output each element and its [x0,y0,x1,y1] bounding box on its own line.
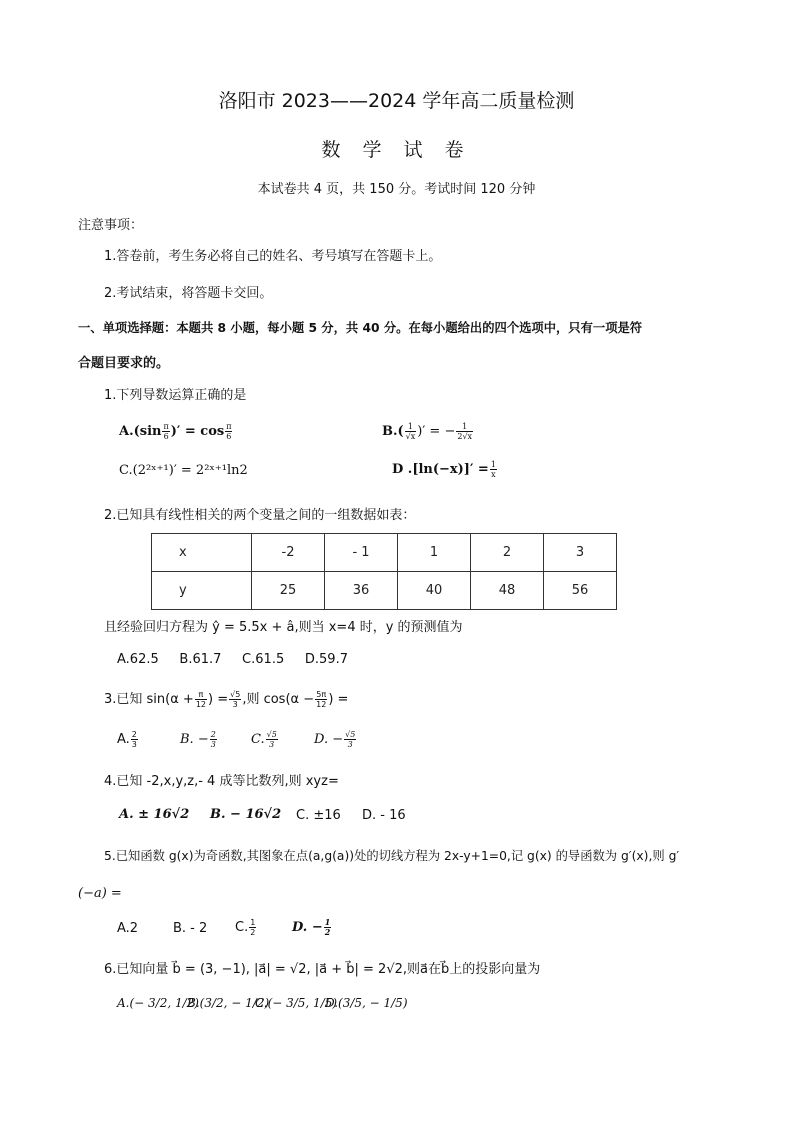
q2-followup: 且经验回归方程为 ŷ = 5.5x + â,则当 x=4 时，y 的预测值为 [104,620,463,635]
q5-option-a: A.2 [117,921,139,936]
q3-option-b: B. − $\frac{2}{3}$ [180,730,216,749]
q6-option-b: B.(3/2, − 1/2) [187,996,270,1010]
table-cell: 48 [471,572,544,610]
q6-option-d: D.(3/5, − 1/5) [325,996,408,1010]
table-cell: 36 [325,572,398,610]
table-cell: 56 [544,572,617,610]
q1-option-a: A.(sin $\frac{\pi}{6}$ )′ = cos $\frac{\pi}{6}$ [119,422,232,441]
q5-stem-line2: (−a) = [78,886,122,901]
q4-option-d: D. - 16 [362,808,406,823]
q2-stem: 2.已知具有线性相关的两个变量之间的一组数据如表： [104,508,416,523]
note-item-1: 1.答卷前，考生务必将自己的姓名、考号填写在答题卡上。 [104,249,442,264]
q5-stem-line1: 5.已知函数 g(x)为奇函数,其图象在点(a,g(a))处的切线方程为 2x-y+1=0,记 g(x) 的导函数为 g′(x),则 g′ [104,849,680,863]
q6-stem: 6.已知向量 b⃗ = (3, −1), |a⃗| = √2, |a⃗ + b⃗| = 2√2,则a⃗在b⃗上的投影向量为 [104,962,541,977]
section-heading-line1: 一、单项选择题：本题共 8 小题，每小题 5 分，共 40 分。在每小题给出的四个选项中，只有一项是符 [78,321,643,335]
table-row-x [152,534,617,572]
q3-option-d: D. − $\frac{√5}{3}$ [314,730,356,749]
q1-option-c: C.(2²ˣ⁺¹)′ = 2²ˣ⁺¹ln2 [119,463,248,478]
exam-info: 本试卷共 4 页，共 150 分。考试时间 120 分钟 [257,182,536,197]
exam-subtitle: 数 学 试 卷 [321,139,472,161]
page-title: 洛阳市 2023——2024 学年高二质量检测 [218,90,575,112]
table-cell: 3 [544,534,617,572]
q6-option-a: A.(− 3/2, 1/2) [117,996,199,1010]
data-table [151,533,617,610]
q1-stem: 1.下列导数运算正确的是 [104,388,247,403]
q5-option-b: B. - 2 [173,921,208,936]
q3-option-c: C. $\frac{√5}{3}$ [251,730,277,749]
table-cell: - 1 [325,534,398,572]
q2-options: A.62.5 B.61.7 C.61.5 D.59.7 [117,652,348,667]
table-cell: 40 [398,572,471,610]
table-cell: 25 [252,572,325,610]
table-cell: -2 [252,534,325,572]
table-cell: y [152,572,252,610]
q4-option-b: B. − 16√2 [210,807,282,822]
q3-stem: 3.已知 sin(α + $\frac{\pi}{12}$ ) = $\frac{√5}{3}$ ,则 cos(α − $\frac{5\pi}{12}$ ) = [104,690,349,709]
notes-heading: 注意事项： [78,218,144,233]
q1-option-b: B.( $\frac{1}{√x}$ )′ = − $\frac{1}{2√x}$ [382,422,473,441]
q5-option-d: D. − $\frac{1}{2}$ [292,917,331,937]
section-heading-line2: 合题目要求的。 [78,356,170,371]
q1-option-d: D .[ln(−x)]′ = $\frac{1}{x}$ [392,460,496,479]
table-cell: x [152,534,252,572]
q4-stem: 4.已知 -2,x,y,z,- 4 成等比数列,则 xyz= [104,774,339,789]
q6-option-c: C.(− 3/5, 1/5) [255,996,338,1010]
q5-option-c: C. $\frac{1}{2}$ [235,918,256,937]
table-cell: 2 [471,534,544,572]
q4-option-a: A. ± 16√2 [119,807,190,822]
table-cell: 1 [398,534,471,572]
table-row-y [152,572,617,610]
q4-option-c: C. ±16 [296,808,341,823]
q3-option-a: A. $\frac{2}{3}$ [117,730,137,749]
note-item-2: 2.考试结束，将答题卡交回。 [104,286,273,301]
